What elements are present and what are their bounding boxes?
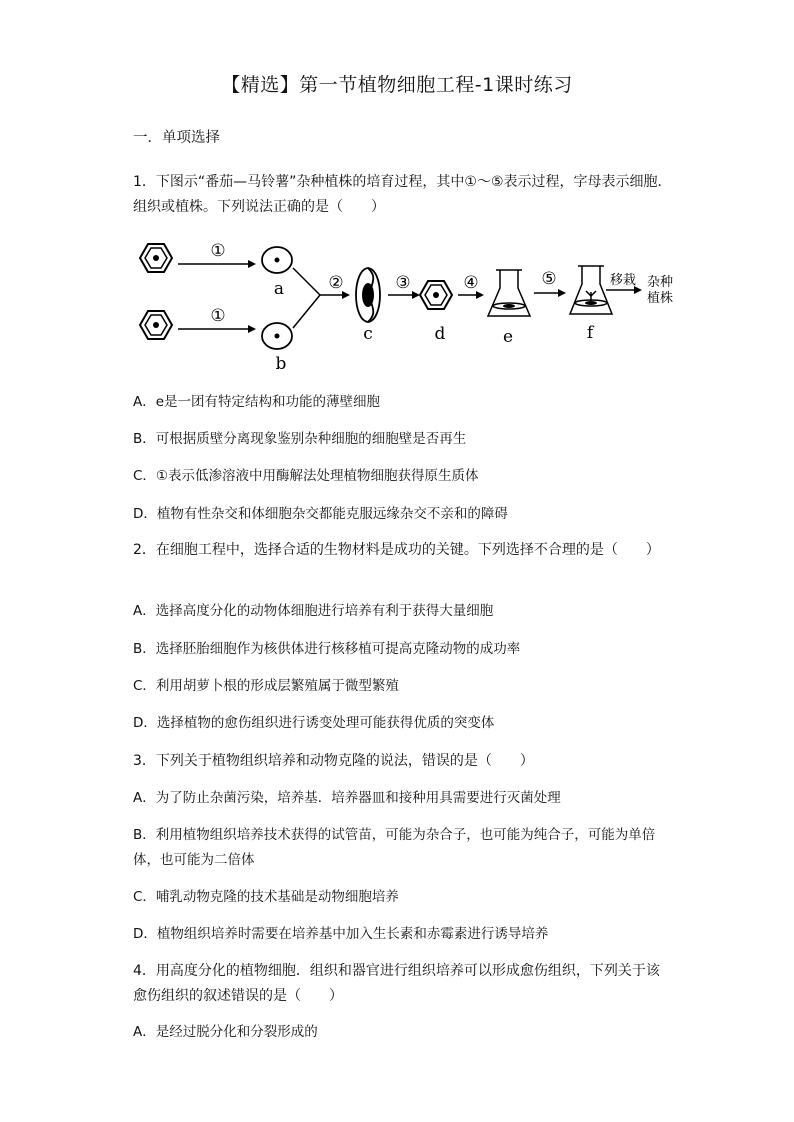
question-4-stem: 4．用高度分化的植物细胞．组织和器官进行组织培养可以形成愈伤组织，下列关于该愈伤组织的叙述错误的是（ ）: [133, 963, 660, 1004]
flask-e: [488, 270, 530, 316]
label-c: c: [363, 324, 373, 344]
label-f: f: [586, 323, 594, 343]
question-2-stem: 2．在细胞工程中，选择合适的生物材料是成功的关键。下列选择不合理的是（ ）: [133, 542, 660, 558]
option-1b: B．可根据质壁分离现象鉴别杂种细胞的细胞壁是否再生: [133, 431, 467, 447]
option-2c: C．利用胡萝卜根的形成层繁殖属于微型繁殖: [133, 678, 399, 694]
option-4a: A．是经过脱分化和分裂形成的: [133, 1024, 318, 1040]
step-label: ⑤: [541, 269, 557, 289]
hybrid-plant-diagram: [130, 228, 690, 378]
label-e: e: [502, 327, 514, 347]
step-label: ④: [463, 273, 479, 293]
fused-cell-c: [356, 268, 380, 322]
page-title: 【精选】第一节植物细胞工程-1课时练习: [221, 74, 573, 96]
flask-f: [570, 266, 612, 314]
option-3a: A．为了防止杂菌污染，培养基．培养器皿和接种用具需要进行灭菌处理: [133, 790, 561, 806]
option-1a: A．e是一团有特定结构和功能的薄壁细胞: [133, 394, 381, 410]
hybrid-label-line1: 杂种: [646, 275, 674, 290]
hexagon-cell-top: [140, 244, 172, 272]
question-1-stem: 1．下图示“番茄—马铃薯”杂种植株的培育过程，其中①～⑤表示过程，字母表示细胞．组织或植株。下列说法正确的是（ ）: [133, 174, 672, 215]
question-3-stem: 3．下列关于植物组织培养和动物克隆的说法，错误的是（ ）: [133, 753, 534, 769]
option-2d: D．选择植物的愈伤组织进行诱变处理可能获得优质的突变体: [133, 715, 495, 731]
option-3b: B．利用植物组织培养技术获得的试管苗，可能为杂合子，也可能为纯合子，可能为单倍体，也可能为二倍体: [133, 827, 656, 868]
label-a: a: [273, 279, 285, 299]
step-label: ②: [328, 273, 344, 293]
step-label: ③: [395, 273, 411, 293]
section-heading: 一．单项选择: [133, 130, 220, 146]
hexagon-cell-bottom: [140, 311, 172, 339]
transplant-label: 移栽: [609, 273, 637, 288]
option-2a: A．选择高度分化的动物体细胞进行培养有利于获得大量细胞: [133, 603, 494, 619]
option-3d: D．植物组织培养时需要在培养基中加入生长素和赤霉素进行诱导培养: [133, 926, 549, 942]
step-label: ①: [210, 241, 226, 261]
hybrid-cell-d: [420, 281, 452, 309]
option-3c: C．哺乳动物克隆的技术基础是动物细胞培养: [133, 889, 399, 905]
step-label: ①: [210, 306, 226, 326]
label-d: d: [434, 324, 446, 344]
hybrid-label-line2: 植株: [646, 291, 674, 306]
option-1c: C．①表示低渗溶液中用酶解法处理植物细胞获得原生质体: [133, 468, 479, 484]
option-1d: D．植物有性杂交和体细胞杂交都能克服远缘杂交不亲和的障碍: [133, 506, 508, 522]
option-2b: B．选择胚胎细胞作为核供体进行核移植可提高克隆动物的成功率: [133, 641, 521, 657]
label-b: b: [275, 354, 287, 374]
